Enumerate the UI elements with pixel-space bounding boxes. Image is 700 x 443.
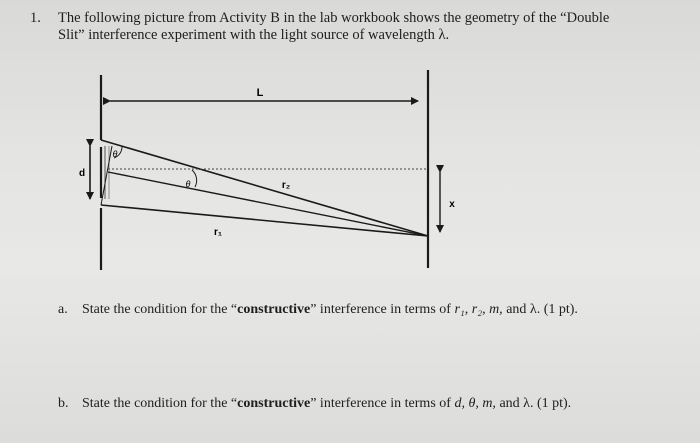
question-text-line2: Slit” interference experiment with the light source of wavelength λ.: [58, 27, 450, 43]
part-b-question: State the condition for the “constructive” interference in terms of d, θ, m, and λ. (1 pt).: [82, 396, 572, 411]
label-r1: r₁: [213, 227, 223, 238]
ray-center: [108, 172, 428, 236]
label-L: L: [256, 87, 264, 99]
part-a-question: State the condition for the “constructive” interference in terms of r₁, r₂, m, and λ. (1 pt).: [82, 302, 578, 317]
label-theta-mid: θ: [185, 179, 191, 189]
label-r2: r₂: [281, 180, 291, 191]
question-number: 1.: [30, 10, 41, 26]
label-theta-small: θ: [112, 149, 118, 159]
ray-lower-slit: [101, 205, 428, 236]
label-d: d: [78, 168, 86, 179]
ray-upper-slit: [101, 140, 428, 236]
part-a-letter: a.: [58, 302, 68, 317]
label-x: x: [449, 199, 455, 210]
question-text-line1: The following picture from Activity B in the lab workbook shows the geometry of the “Double: [58, 10, 610, 26]
part-b-letter: b.: [58, 396, 69, 411]
